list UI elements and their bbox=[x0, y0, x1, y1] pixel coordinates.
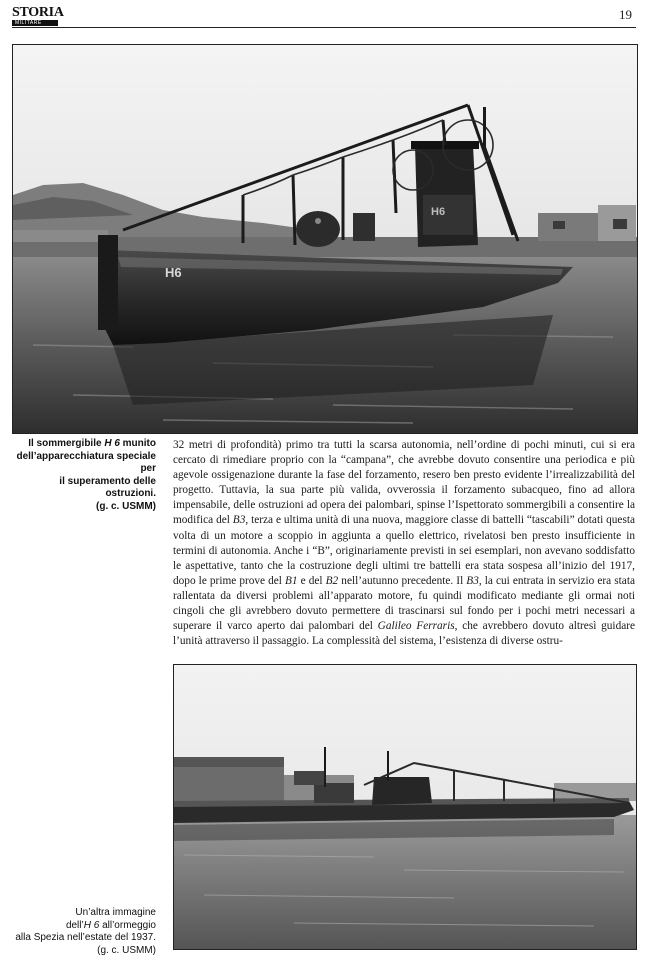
body-emphasis: B3 bbox=[466, 574, 479, 587]
caption-credit: (g. c. USMM) bbox=[96, 500, 156, 512]
caption-text: Il sommergibile bbox=[28, 438, 105, 449]
article-body bbox=[173, 438, 635, 649]
logo-title: STORIA bbox=[12, 5, 64, 20]
page-header bbox=[0, 0, 650, 30]
caption-emphasis: H 6 bbox=[104, 438, 120, 449]
body-emphasis: B2 bbox=[325, 574, 339, 587]
body-text: , terza e ultima unità di una nuova, maggiore classe di battelli “tascabili” dotati questa volta di un motore a scoppio in aggiunta a quello elettrico, rivelatosi ben presto insufficiente in termini di autonomia. Anche i “B”, originariamente previsti in sei esemplari, non avevano soddisfatto le aspettative, tanto che la costruzione degli ultimi tre battelli era stata sospesa all’inizio del 1917, dopo le prime prove del bbox=[173, 514, 635, 587]
caption-text: dell’ bbox=[65, 919, 84, 931]
caption-line bbox=[14, 920, 156, 933]
header-rule bbox=[12, 27, 636, 28]
caption-text: munito bbox=[119, 438, 156, 449]
svg-text:H6: H6 bbox=[431, 206, 446, 218]
caption-line: dell’apparecchiatura speciale per bbox=[16, 450, 156, 474]
page-number: 19 bbox=[619, 7, 632, 22]
photo-submarine-h6-drawing bbox=[13, 45, 637, 433]
caption-line: alla Spezia nell’estate del 1937. bbox=[15, 932, 156, 943]
photo-submarine-h6 bbox=[12, 44, 638, 434]
body-emphasis: B1 bbox=[285, 574, 298, 587]
magazine-logo bbox=[12, 5, 64, 26]
body-text: nell’autunno precedente. Il bbox=[338, 574, 467, 587]
photo-submarine-h6-moored-drawing bbox=[174, 665, 636, 949]
photo-submarine-h6-moored bbox=[173, 664, 637, 950]
caption-text: all’ormeggio bbox=[99, 919, 156, 931]
body-text: e del bbox=[297, 574, 326, 587]
body-text: , la cui entrata in servizio era stata rallentata da diversi problemi all’apparato motore, fu quindi modificato mediante gli ormai noti cingoli che gli avrebbero dovuto permettere di trascinarsi sul fondo per i pochi metri necessari a superare il varco aperto dai palombari del bbox=[173, 574, 635, 633]
caption-line: Un’altra immagine bbox=[75, 907, 156, 918]
caption-emphasis: H 6 bbox=[83, 919, 100, 931]
article-paragraph bbox=[173, 438, 635, 649]
logo-subtitle: MILITARE bbox=[15, 20, 42, 26]
caption-credit: (g. c. USMM) bbox=[97, 944, 156, 956]
body-text: , che avrebbero dovuto altresì guidare l’unità attraverso il passaggio. La complessità del sistema, l’esistenza di diverse ostru- bbox=[173, 620, 636, 648]
body-emphasis: Galileo Ferraris bbox=[377, 620, 455, 633]
caption-line bbox=[14, 438, 156, 451]
svg-text:H6: H6 bbox=[165, 265, 182, 280]
body-emphasis: B3 bbox=[232, 514, 246, 527]
caption-line: il superamento delle ostruzioni. bbox=[59, 475, 156, 499]
caption-bottom-photo bbox=[14, 907, 156, 957]
body-text: 32 metri di profondità) primo tra tutti la scarsa autonomia, nell’ordine di pochi minuti, cui si era cercato di rimediare proprio con la “campana”, che avrebbe dovuto consentire una periodica e più agevole ossigenazione durante la fase del forzamento, resero ben presto evidente l’irrealizzabilità del progetto. Tuttavia, la sua parte più valida, ovverossia il forzamento subacqueo, fino ad allora impensabile, delle ostruzioni ad opera dei palombari, spinse l’Ispettorato sommergibili a consentire la modifica del bbox=[173, 439, 635, 527]
caption-top-photo bbox=[14, 438, 156, 513]
